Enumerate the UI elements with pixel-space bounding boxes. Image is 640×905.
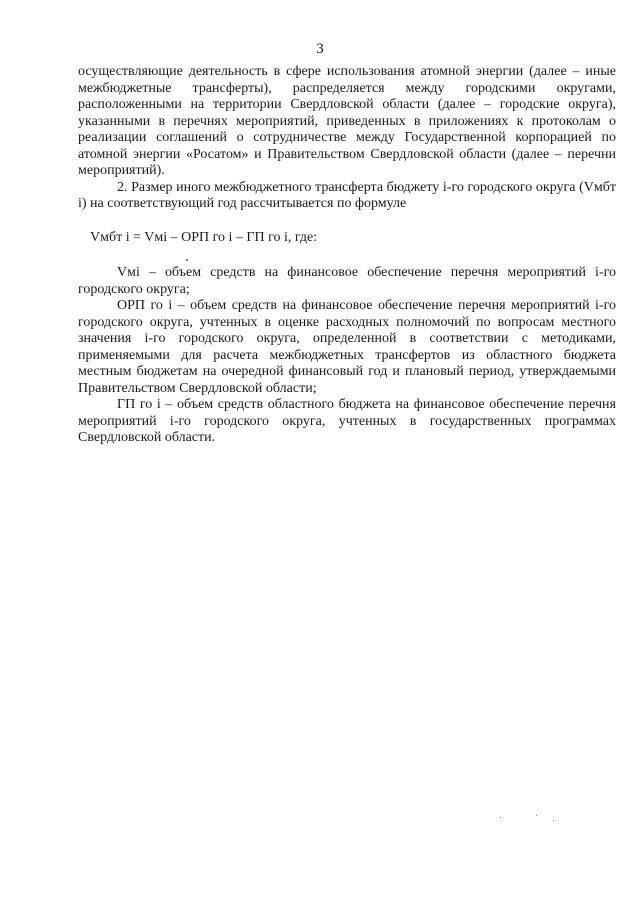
formula: Vмбт i = Vмi – ОРП го i – ГП го i, где: [90, 229, 318, 245]
paragraph-item-2: 2. Размер иного межбюджетного трансферта бюджету i-го городского округа (Vмбт i) на соответствующий год рассчитывается по формуле [78, 179, 616, 211]
definition-vmi: Vмi – объем средств на финансовое обеспечение перечня мероприятий i-го городского округа; [78, 265, 616, 297]
scan-speck [553, 820, 554, 821]
scan-speck [536, 815, 537, 816]
document-body [78, 64, 616, 447]
paragraph-continuation: осуществляющие деятельность в сфере использования атомной энергии (далее – иные межбюджетные трансферты), распределяется между городскими округами, расположенными на территории Свердловской области (далее – городские округа), указанными в перечнях мероприятий, приведенных в приложениях к протоколам о реализации соглашений о сотрудничестве между Государственной корпорацией по атомной энергии «Росатом» и Правительством Свердловской области (далее – перечни мероприятий). [78, 64, 616, 178]
scan-speck [500, 817, 501, 818]
definition-orp: ОРП го i – объем средств на финансовое обеспечение перечня мероприятий i-го городского округа, учтенных в оценке расходных полномочий по вопросам местного значения i-го городского округа, определенной в соответствии с методиками, применяемыми для расчета межбюджетных трансфертов из областного бюджета местным бюджетам на очередной финансовый год и плановый период, утверждаемыми Правительством Свердловской области; [78, 298, 616, 396]
definition-gp: ГП го i – объем средств областного бюджета на финансовое обеспечение перечня мероприятий i-го городского округа, учтенных в государственных программах Свердловской области. [78, 397, 616, 445]
scan-speck [186, 259, 188, 261]
page-number: 3 [316, 41, 324, 57]
